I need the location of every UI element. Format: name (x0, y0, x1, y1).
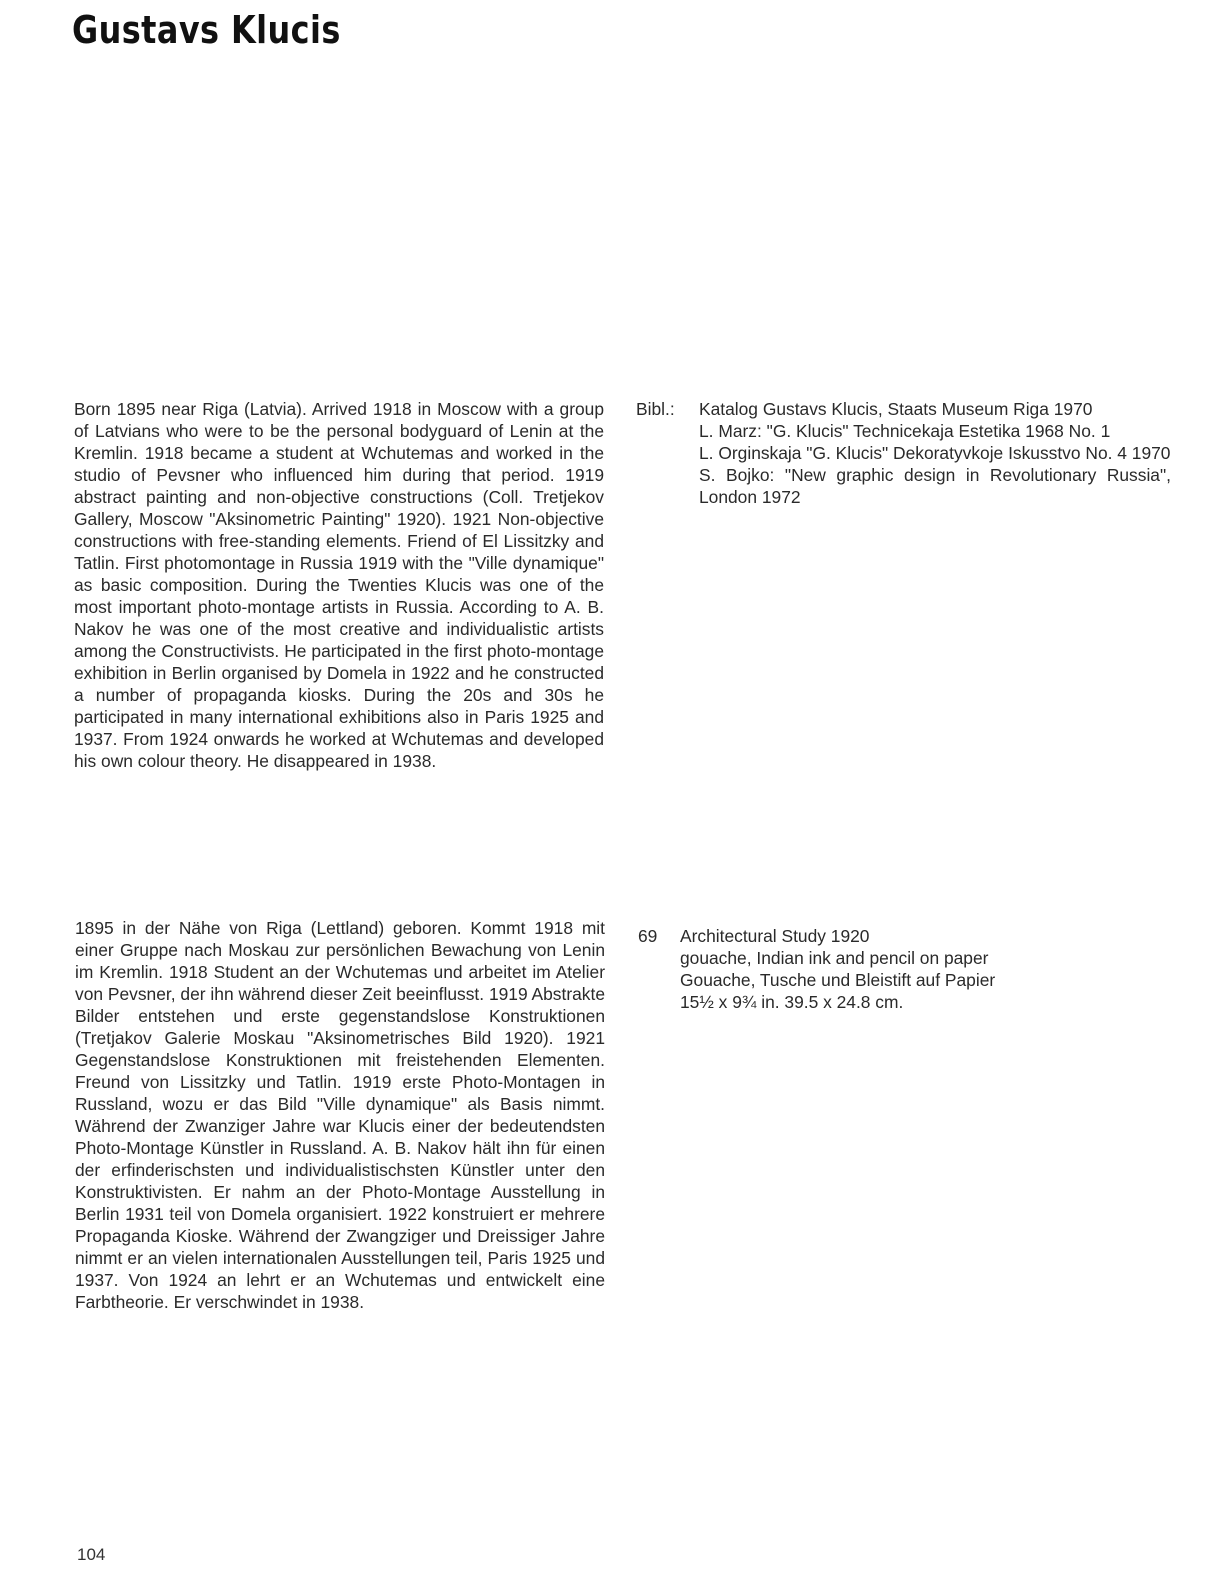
bibliography-entry: S. Bojko: "New graphic design in Revolutionary Russia", London 1972 (699, 465, 1171, 507)
artwork-medium-german: Gouache, Tusche und Bleistift auf Papier (680, 970, 996, 990)
page-title: Gustavs Klucis (72, 8, 341, 52)
page-number: 104 (77, 1545, 106, 1564)
bibliography (636, 398, 1171, 508)
bibliography-entry: L. Orginskaja "G. Klucis" Dekoratyvkoje Iskusstvo No. 4 1970 (699, 443, 1171, 463)
catalogue-entry (638, 925, 1108, 1013)
biography-english-text: Born 1895 near Riga (Latvia). Arrived 1918 in Moscow with a group of Latvians who were to be the personal bodyguard of Lenin at the Kremlin. 1918 became a student at Wchutemas and worked in the studio of Pevsner who influenced him during that period. 1919 abstract painting and non-objective constructions (Coll. Tretjekov Gallery, Moscow "Aksinometric Painting" 1920). 1921 Non-objective constructions with free-standing elements. Friend of El Lissitzky and Tatlin. First photomontage in Russia 1919 with the "Ville dynamique" as basic composition. During the Twenties Klucis was one of the most important photo-montage artists in Russia. According to A. B. Nakov he was one of the most creative and individualistic artists among the Constructivists. He participated in the first photo-montage exhibition in Berlin organised by Domela in 1922 and he constructed a number of propaganda kiosks. During the 20s and 30s he participated in many international exhibitions also in Paris 1925 and 1937. From 1924 onwards he worked at Wchutemas and developed his own colour theory. He disappeared in 1938. (74, 399, 604, 771)
artwork-medium-english: gouache, Indian ink and pencil on paper (680, 948, 989, 968)
artwork-title: Architectural Study 1920 (680, 926, 870, 946)
bibliography-entry: Katalog Gustavs Klucis, Staats Museum Riga 1970 (699, 399, 1093, 419)
bibliography-label: Bibl.: (636, 399, 675, 419)
biography-english (74, 398, 604, 772)
catalogue-number: 69 (638, 926, 658, 946)
biography-german (75, 917, 605, 1313)
biography-german-text: 1895 in der Nähe von Riga (Lettland) geboren. Kommt 1918 mit einer Gruppe nach Moskau zur persönlichen Bewachung von Lenin im Kremlin. 1918 Student an der Wchutemas und arbeitet im Atelier von Pevsner, der ihn während dieser Zeit beeinflusst. 1919 Abstrakte Bilder entstehen und erste gegenstandslose Konstruktionen (Tretjakov Galerie Moskau "Aksinometrisches Bild 1920). 1921 Gegenstandslose Konstruktionen mit freistehenden Elementen. Freund von Lissitzky und Tatlin. 1919 erste Photo-Montagen in Russland, wozu er das Bild "Ville dynamique" als Basis nimmt. Während der Zwanziger Jahre war Klucis einer der bedeutendsten Photo-Montage Künstler in Russland. A. B. Nakov hält ihn für einen der erfinderischsten und individualistischsten Künstler unter den Konstruktivisten. Er nahm an der Photo-Montage Ausstellung in Berlin 1931 teil von Domela organisiert. 1922 konstruiert er mehrere Propaganda Kioske. Während der Zwangziger und Dreissiger Jahre nimmt er an vielen internationalen Ausstellungen teil, Paris 1925 und 1937. Von 1924 an lehrt er an Wchutemas und entwickelt eine Farbtheorie. Er verschwindet in 1938. (75, 918, 605, 1312)
artwork-dimensions: 15½ x 9¾ in. 39.5 x 24.8 cm. (680, 992, 904, 1012)
bibliography-entry: L. Marz: "G. Klucis" Technicekaja Estetika 1968 No. 1 (699, 421, 1111, 441)
